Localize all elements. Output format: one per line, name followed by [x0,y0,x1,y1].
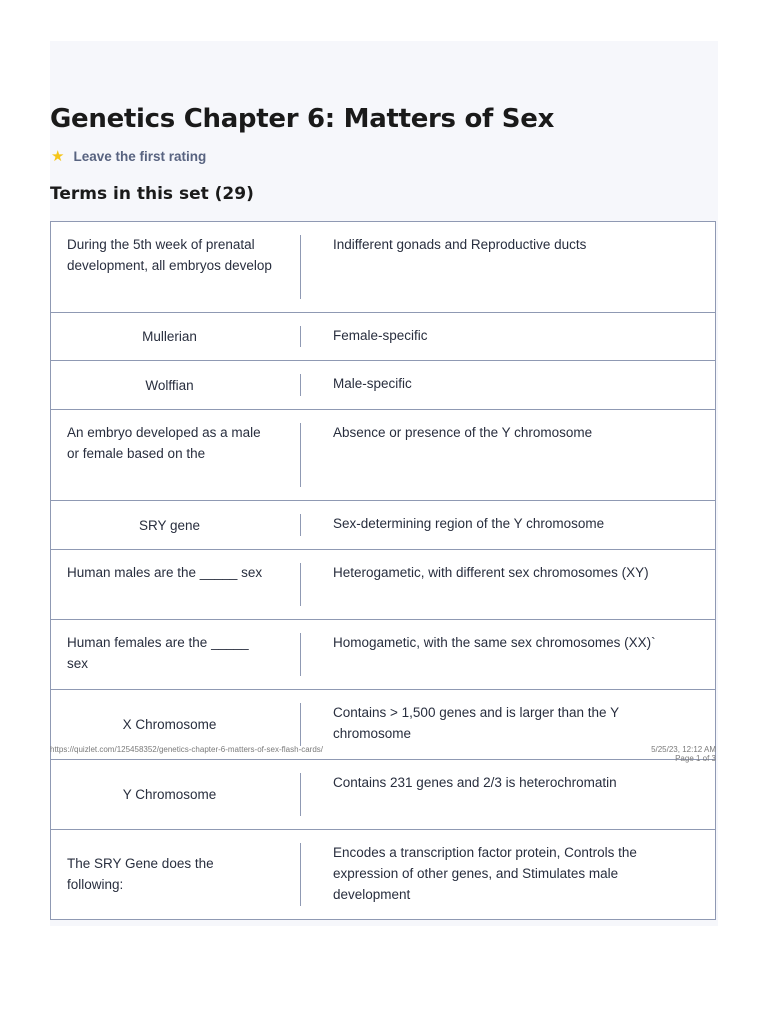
definition-text: Indifferent gonads and Reproductive ducts [333,237,587,252]
definition-text: Female-specific [333,328,428,343]
term-card [50,221,716,313]
term-text: Human males are the _____ sex [67,565,263,580]
term-card [50,409,716,501]
footer-url: https://quizlet.com/125458352/genetics-chapter-6-matters-of-sex-flash-cards/ [50,745,324,754]
term-text: Human females are the _____ sex [67,635,249,671]
definition-text: Homogametic, with the same sex chromosomes (XX)` [333,635,656,650]
page-title: Genetics Chapter 6: Matters of Sex [50,104,555,134]
definition-text: Heterogametic, with different sex chromosomes (XY) [333,565,649,580]
term-text: Wolffian [145,377,194,393]
term-text: An embryo developed as a male or female based on the [67,425,261,461]
term-text: Y Chromosome [122,787,217,802]
term-card [50,829,716,920]
term-text: The SRY Gene does the following: [67,856,214,892]
terms-heading: Terms in this set (29) [50,184,254,204]
card-divider [300,563,301,606]
footer-date: 5/25/23, 12:12 AM [651,745,716,754]
term-text: SRY gene [138,517,201,533]
card-divider [300,514,301,536]
definition-text: Encodes a transcription factor protein, Controls the expression of other genes, and Stimulates male development [333,845,637,902]
rating-label: Leave the first rating [73,149,207,164]
definition-text: Contains > 1,500 genes and is larger than the Y chromosome [333,705,619,741]
definition-text: Sex-determining region of the Y chromosome [333,516,605,531]
definition-text: Absence or presence of the Y chromosome [333,425,593,440]
term-card [50,619,716,690]
term-card [50,360,716,410]
card-divider [300,633,301,676]
star-icon: ★ [51,148,65,165]
card-divider [300,773,301,816]
card-divider [300,235,301,299]
definition-text: Contains 231 genes and 2/3 is heterochromatin [333,775,617,790]
card-divider [300,423,301,487]
term-text: During the 5th week of prenatal development, all embryos develop [67,237,272,273]
card-divider [300,703,301,746]
card-divider [300,843,301,906]
term-text: Mullerian [142,329,197,344]
term-card [50,500,716,550]
rating-link[interactable] [51,148,206,166]
term-card [50,549,716,620]
term-card [50,759,716,830]
card-divider [300,326,301,347]
footer-page-number: Page 1 of 3 [675,754,716,763]
term-card [50,312,716,361]
definition-text: Male-specific [333,376,412,391]
term-text: X Chromosome [122,717,217,732]
card-divider [300,374,301,396]
